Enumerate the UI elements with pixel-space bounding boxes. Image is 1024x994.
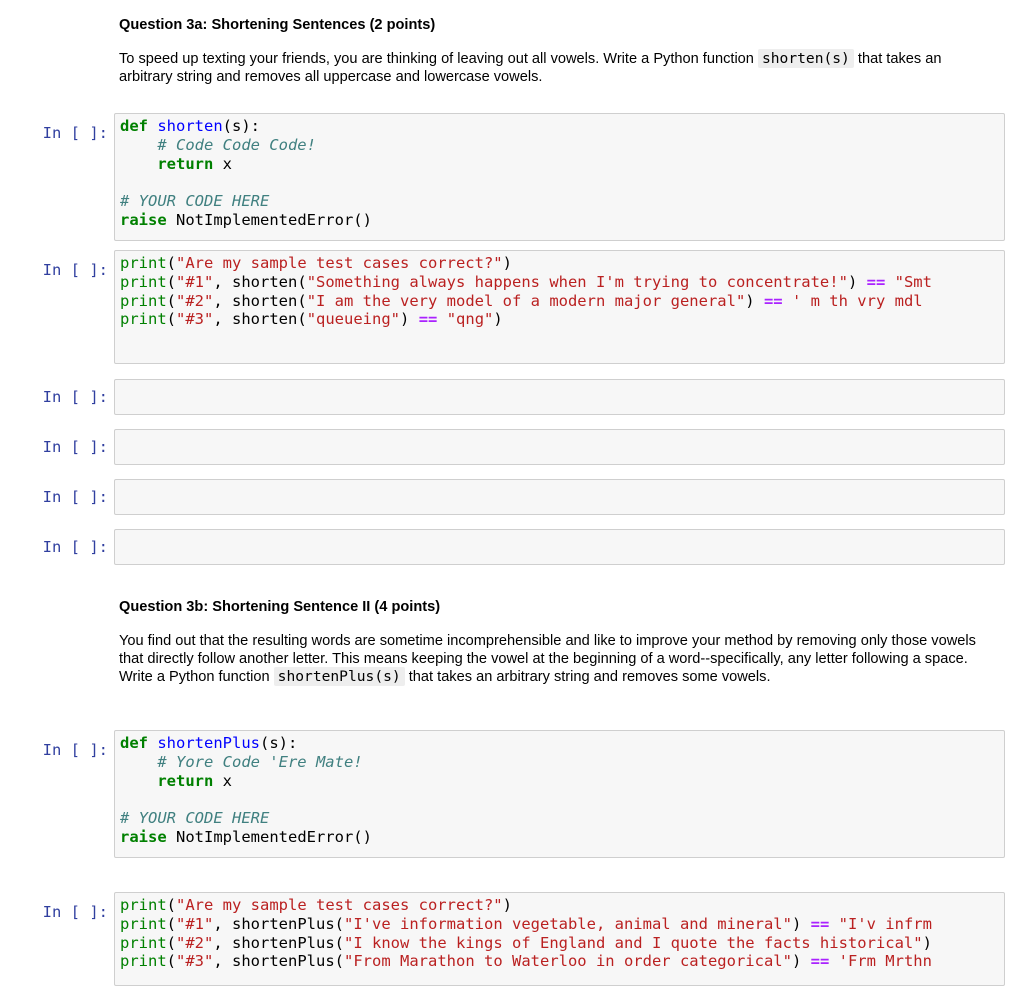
q3b-title: Question 3b: Shortening Sentence II (4 points) — [119, 599, 441, 615]
code-editor[interactable]: def shorten(s): # Code Code Code! return x # YOUR CODE HERE raise NotImplementedError() — [120, 117, 372, 229]
code-editor[interactable]: print("Are my sample test cases correct?") print("#1", shorten("Something always happens when I'm trying to concentrate!") == "Smt print("#2", shorten("I am the very model of a modern major general") == ' m th vry mdl print("#3", shorten("queueing") == "qng") — [120, 254, 932, 329]
empty-code-cell-1[interactable] — [114, 379, 1005, 415]
code-cell-shortenplus-def[interactable] — [114, 730, 1005, 858]
q3a-inline-code: shorten(s) — [758, 49, 854, 68]
cell-prompt: In [ ]: — [42, 488, 108, 506]
code-cell-shorten-def[interactable] — [114, 113, 1005, 241]
cell-prompt: In [ ]: — [42, 261, 108, 279]
code-cell-shortenplus-tests[interactable] — [114, 892, 1005, 986]
cell-prompt: In [ ]: — [42, 903, 108, 921]
empty-code-cell-3[interactable] — [114, 479, 1005, 515]
markdown-cell-q3b — [119, 598, 999, 686]
q3a-title: Question 3a: Shortening Sentences (2 points) — [119, 17, 436, 33]
empty-code-cell-2[interactable] — [114, 429, 1005, 465]
cell-prompt: In [ ]: — [42, 538, 108, 556]
cell-prompt: In [ ]: — [42, 438, 108, 456]
empty-code-cell-4[interactable] — [114, 529, 1005, 565]
code-cell-shorten-tests[interactable] — [114, 250, 1005, 364]
cell-prompt: In [ ]: — [42, 124, 108, 142]
code-editor[interactable]: def shortenPlus(s): # Yore Code 'Ere Mate! return x # YOUR CODE HERE raise NotImplementedError() — [120, 734, 372, 846]
q3b-inline-code: shortenPlus(s) — [274, 667, 405, 686]
cell-prompt: In [ ]: — [42, 388, 108, 406]
q3a-description: To speed up texting your friends, you are thinking of leaving out all vowels. Write a Python function shorten(s) that takes an arbitrary string and removes all uppercase and lowercase vowels. — [119, 50, 942, 85]
markdown-cell-q3a — [119, 16, 999, 86]
cell-prompt: In [ ]: — [42, 741, 108, 759]
code-editor[interactable]: print("Are my sample test cases correct?") print("#1", shortenPlus("I've information vegetable, animal and mineral") == "I'v infrm print("#2", shortenPlus("I know the kings of England and I quote the facts historical") print("#3", shortenPlus("From Marathon to Waterloo in order categorical") == 'Frm Mrthn — [120, 896, 932, 971]
q3b-description: You find out that the resulting words are sometime incomprehensible and like to improve your method by removing only those vowels that directly follow another letter. This means keeping the vowel at the beginning of a word--specifically, any letter following a space. Write a Python function shortenPlus(s) that takes an arbitrary string and removes some vowels. — [119, 633, 976, 685]
